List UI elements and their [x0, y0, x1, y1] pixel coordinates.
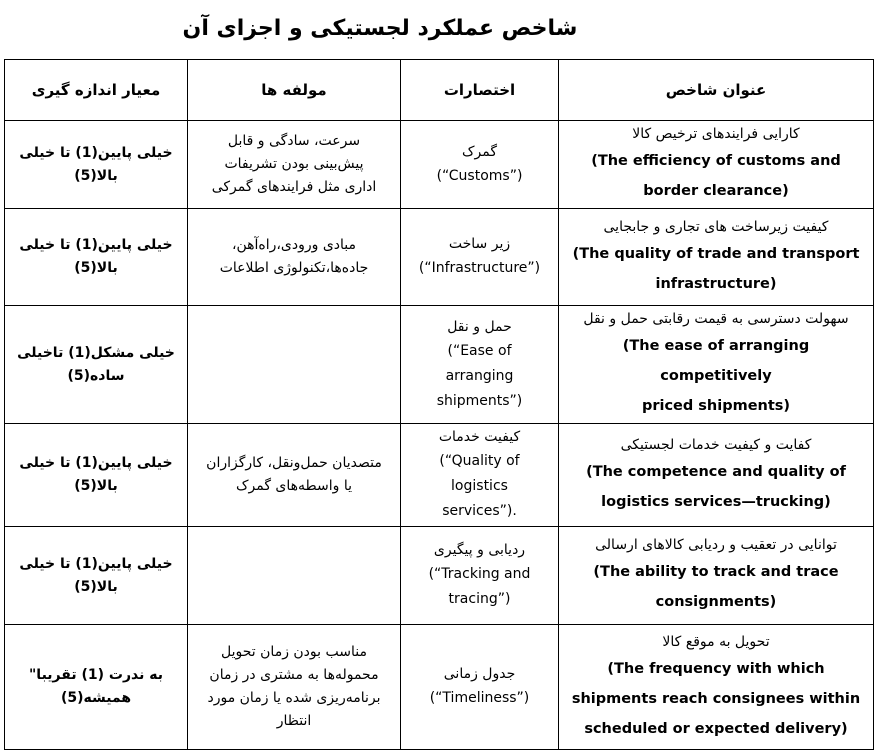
cell-measure [5, 625, 188, 750]
cell-abbreviation [401, 527, 559, 625]
cell-measure [5, 306, 188, 424]
measure-line: خیلی پایین(1) تا خیلی [19, 555, 173, 572]
cell-abbreviation [401, 424, 559, 527]
component-line: اداری مثل فرایندهای گمرکی [211, 179, 377, 195]
cell-indicator [559, 209, 874, 306]
measure-line: به ندرت (1) تقریبا" [29, 667, 163, 683]
table-row [5, 121, 874, 209]
measure-line: بالا(5) [74, 478, 118, 494]
abbr-fa: زیر ساخت [448, 236, 511, 252]
table-row [5, 209, 874, 306]
abbr-fa: حمل و نقل [447, 318, 512, 335]
cell-measure [5, 121, 188, 209]
cell-components [188, 306, 401, 424]
cell-indicator [559, 625, 874, 750]
measure-line: بالا(5) [74, 578, 118, 595]
component-line: مبادی ورودی،راه‌آهن، [231, 237, 357, 253]
indicator-en: (The quality of trade and transport [572, 245, 860, 262]
measure-line: خیلی مشکل(1) تاخیلی [17, 344, 175, 361]
abbr-en: (“Quality of [439, 453, 520, 469]
abbr-en: shipments”) [436, 392, 523, 409]
indicator-en: priced shipments) [641, 398, 791, 414]
abbr-fa: گمرک [461, 143, 497, 160]
abbr-en: (“Customs”) [436, 167, 523, 184]
component-line: متصدیان حمل‌ونقل، کارگزاران [206, 455, 382, 471]
indicator-fa: توانایی در تعقیب و ردیابی کالاهای ارسالی [595, 537, 837, 553]
indicator-en: scheduled or expected delivery) [584, 720, 848, 737]
component-line: برنامه‌ریزی شده یا زمان مورد [207, 690, 381, 706]
indicator-en: consignments) [655, 594, 777, 610]
cell-indicator [559, 527, 874, 625]
measure-line: خیلی پایین(1) تا خیلی [19, 144, 173, 161]
abbr-en: (“Tracking and [428, 566, 531, 582]
measure-line: خیلی پایین(1) تا خیلی [19, 237, 173, 253]
header-components: مولفه ها [188, 60, 401, 121]
cell-components [188, 121, 401, 209]
abbr-en: (“Timeliness”) [429, 690, 530, 706]
component-line: پیش‌بینی بودن تشریفات [224, 156, 364, 172]
indicator-fa: کفایت و کیفیت خدمات لجستیکی [620, 436, 812, 453]
cell-indicator [559, 424, 874, 527]
indicator-en: shipments reach consignees within [571, 690, 861, 707]
header-measure: معیار اندازه گیری [5, 60, 188, 121]
cell-abbreviation [401, 306, 559, 424]
measure-line: ساده(5) [67, 367, 125, 384]
component-line: مناسب بودن زمان تحویل [221, 644, 367, 660]
abbr-en: (“Ease of [447, 342, 512, 359]
header-row [5, 60, 874, 121]
indicator-en: (The ease of arranging competitively [622, 338, 810, 384]
component-line: سرعت، سادگی و قابل [227, 133, 361, 149]
abbr-en: logistics [451, 478, 508, 494]
indicator-en: logistics services—trucking) [601, 493, 831, 510]
table-row [5, 306, 874, 424]
component-line: محموله‌ها به مشتری در زمان [209, 667, 379, 683]
page-title: شاخص عملکرد لجستیکی و اجزای آن [182, 16, 578, 41]
cell-measure [5, 527, 188, 625]
measure-line: بالا(5) [74, 260, 118, 276]
table-row [5, 424, 874, 527]
cell-abbreviation [401, 121, 559, 209]
cell-measure [5, 424, 188, 527]
cell-indicator [559, 121, 874, 209]
measure-line: بالا(5) [74, 167, 118, 184]
measure-line: خیلی پایین(1) تا خیلی [19, 455, 173, 471]
header-indicator: عنوان شاخص [559, 60, 874, 121]
measure-line: همیشه(5) [60, 690, 132, 706]
cell-components [188, 625, 401, 750]
table-row [5, 625, 874, 750]
cell-components [188, 209, 401, 306]
abbr-en: tracing”) [448, 591, 511, 607]
abbr-en: services”). [442, 503, 517, 519]
cell-measure [5, 209, 188, 306]
indicator-fa: تحویل به موقع کالا [662, 633, 770, 650]
component-line: انتظار [276, 713, 312, 729]
component-line: یا واسطه‌های گمرک [235, 478, 353, 494]
indicator-en: (The competence and quality of [586, 463, 846, 480]
indicator-fa: کیفیت زیرساخت های تجاری و جابجایی [603, 218, 829, 235]
cell-abbreviation [401, 209, 559, 306]
cell-abbreviation [401, 625, 559, 750]
indicator-en: border clearance) [643, 183, 789, 199]
abbr-fa: جدول زمانی [443, 666, 516, 682]
indicator-en: infrastructure) [655, 275, 777, 292]
header-abbreviation: اختصارات [401, 60, 559, 121]
cell-indicator [559, 306, 874, 424]
abbr-en: arranging [445, 367, 514, 384]
cell-components [188, 527, 401, 625]
component-line: جاده‌ها،تکنولوژی اطلاعات [219, 260, 369, 276]
cell-components [188, 424, 401, 527]
indicator-en: (The ability to track and trace [593, 564, 839, 580]
indicator-fa: کارایی فرایندهای ترخیص کالا [632, 126, 800, 142]
table-row [5, 527, 874, 625]
abbr-en: (“Infrastructure”) [418, 260, 541, 276]
logistics-indicators-table [4, 59, 874, 750]
indicator-en: (The efficiency of customs and [591, 153, 841, 169]
indicator-fa: سهولت دسترسی به قیمت رقابتی حمل و نقل [583, 311, 849, 327]
abbr-fa: ردیابی و پیگیری [433, 542, 526, 558]
abbr-fa: کیفیت خدمات [438, 429, 521, 445]
indicator-en: (The frequency with which [607, 660, 825, 677]
